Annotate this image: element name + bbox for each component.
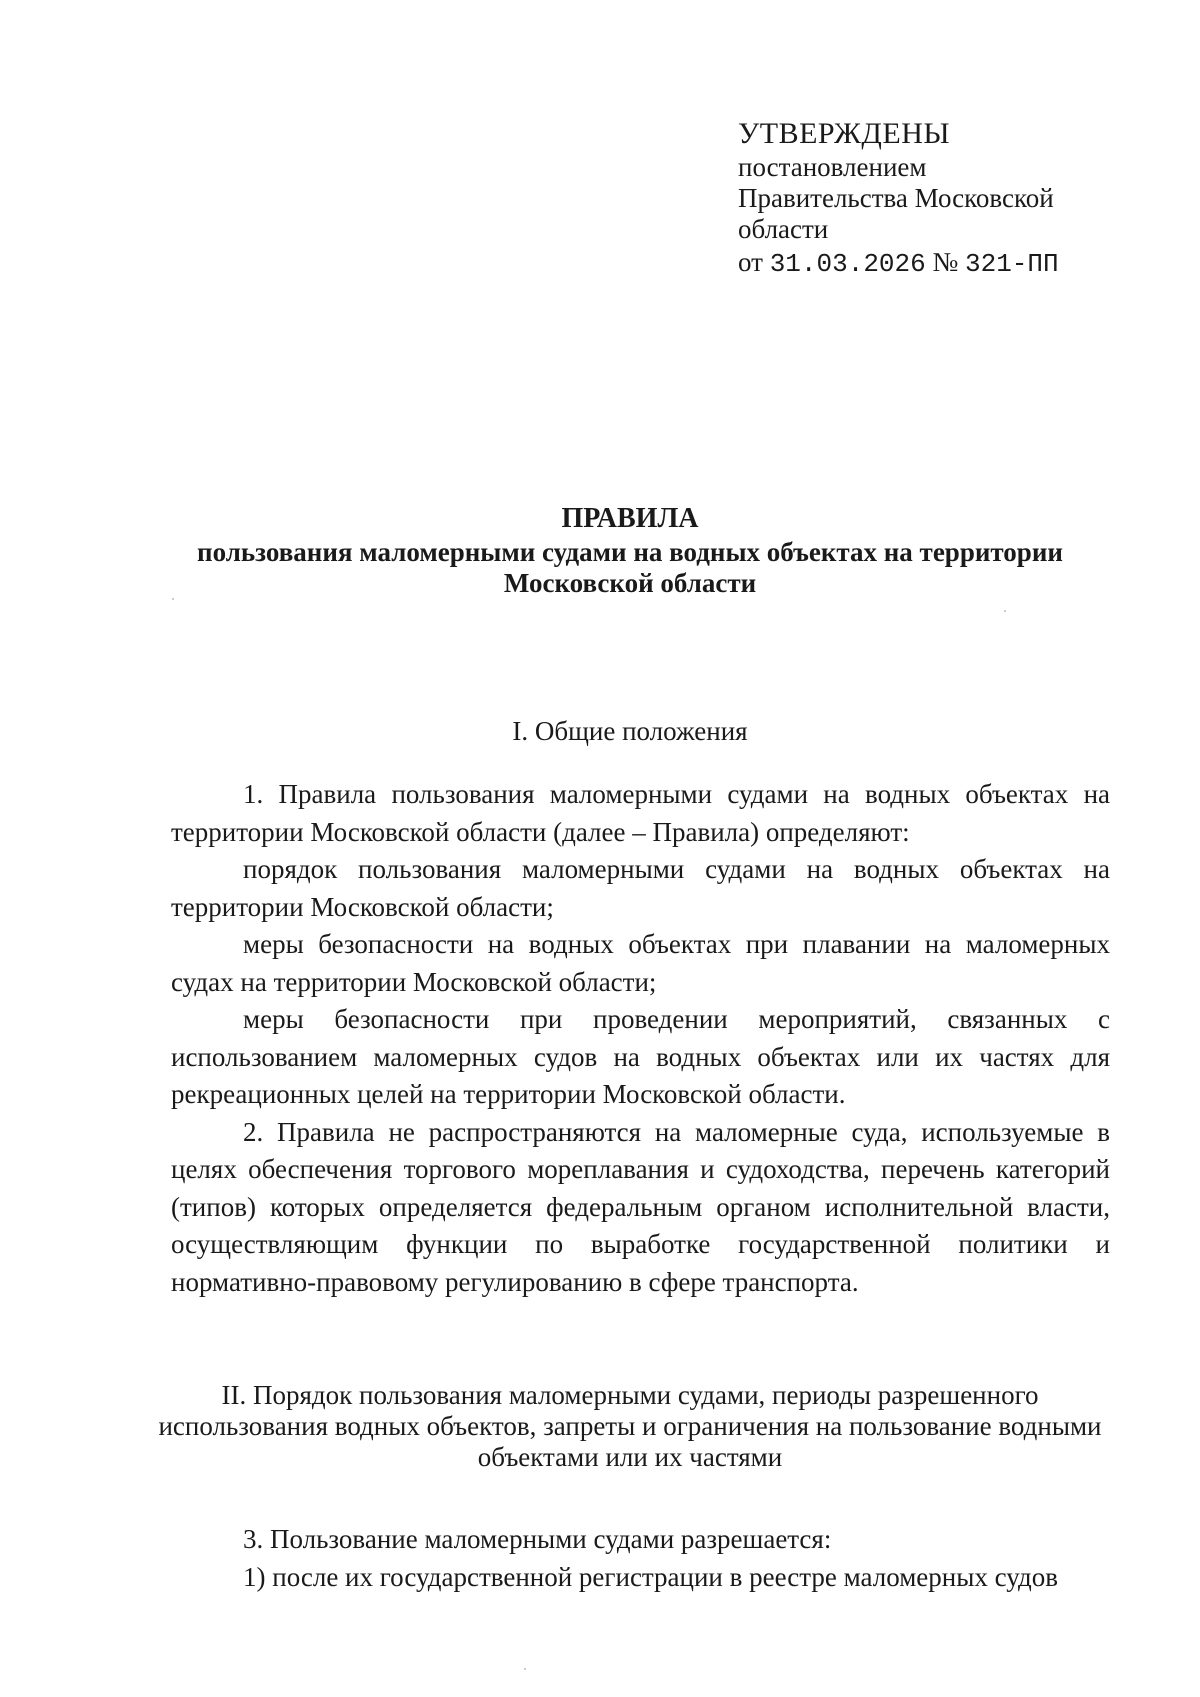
section-2-body — [171, 1521, 1110, 1596]
document-title — [150, 503, 1110, 599]
date-prefix: от — [738, 247, 763, 277]
approval-number: 321-ПП — [965, 249, 1059, 279]
paragraph: 1. Правила пользования маломерными судами на водных объектах на территории Московской области (далее – Правила) определяют: — [171, 779, 1110, 847]
title-main: ПРАВИЛА — [561, 503, 699, 534]
scan-speck — [172, 598, 174, 600]
approval-line-3: области — [738, 214, 829, 244]
approval-date-line — [738, 247, 1138, 280]
scan-speck — [524, 1668, 526, 1670]
number-sign: № — [932, 247, 959, 277]
section-1-heading: I. Общие положения — [512, 716, 748, 746]
approval-line-1: постановлением — [738, 152, 927, 182]
approval-date: 31.03.2026 — [769, 249, 926, 279]
approval-line-2: Правительства Московской — [738, 183, 1054, 213]
section-1-body — [171, 776, 1110, 1301]
approval-stamp — [738, 116, 1138, 280]
paragraph: меры безопасности на водных объектах при плавании на маломерных судах на территории Московской области; — [171, 929, 1110, 997]
approval-heading: УТВЕРЖДЕНЫ — [738, 117, 951, 150]
paragraph: порядок пользования маломерными судами на водных объектах на территории Московской области; — [171, 854, 1110, 922]
title-subtitle: пользования маломерными судами на водных объектах на территории Московской области — [197, 537, 1063, 598]
scan-speck — [1004, 610, 1006, 612]
paragraph: меры безопасности при проведении мероприятий, связанных с использованием маломерных судов на водных объектах или их частях для рекреационных целей на территории Московской области. — [171, 1004, 1110, 1109]
paragraph: 1) после их государственной регистрации в реестре маломерных судов — [243, 1561, 1059, 1592]
paragraph: 3. Пользование маломерными судами разрешается: — [243, 1524, 832, 1554]
section-2-heading: II. Порядок пользования маломерными судами, периоды разрешенного использования водных объектов, запреты и ограничения на пользование водными объектами или их частями — [158, 1380, 1102, 1472]
paragraph: 2. Правила не распространяются на маломерные суда, используемые в целях обеспечения торгового мореплавания и судоходства, перечень категорий (типов) которых определяется федеральным органом исполнительной власти, осуществляющим функции по выработке государственной политики и нормативно-правовому регулированию в сфере транспорта. — [171, 1116, 1110, 1297]
